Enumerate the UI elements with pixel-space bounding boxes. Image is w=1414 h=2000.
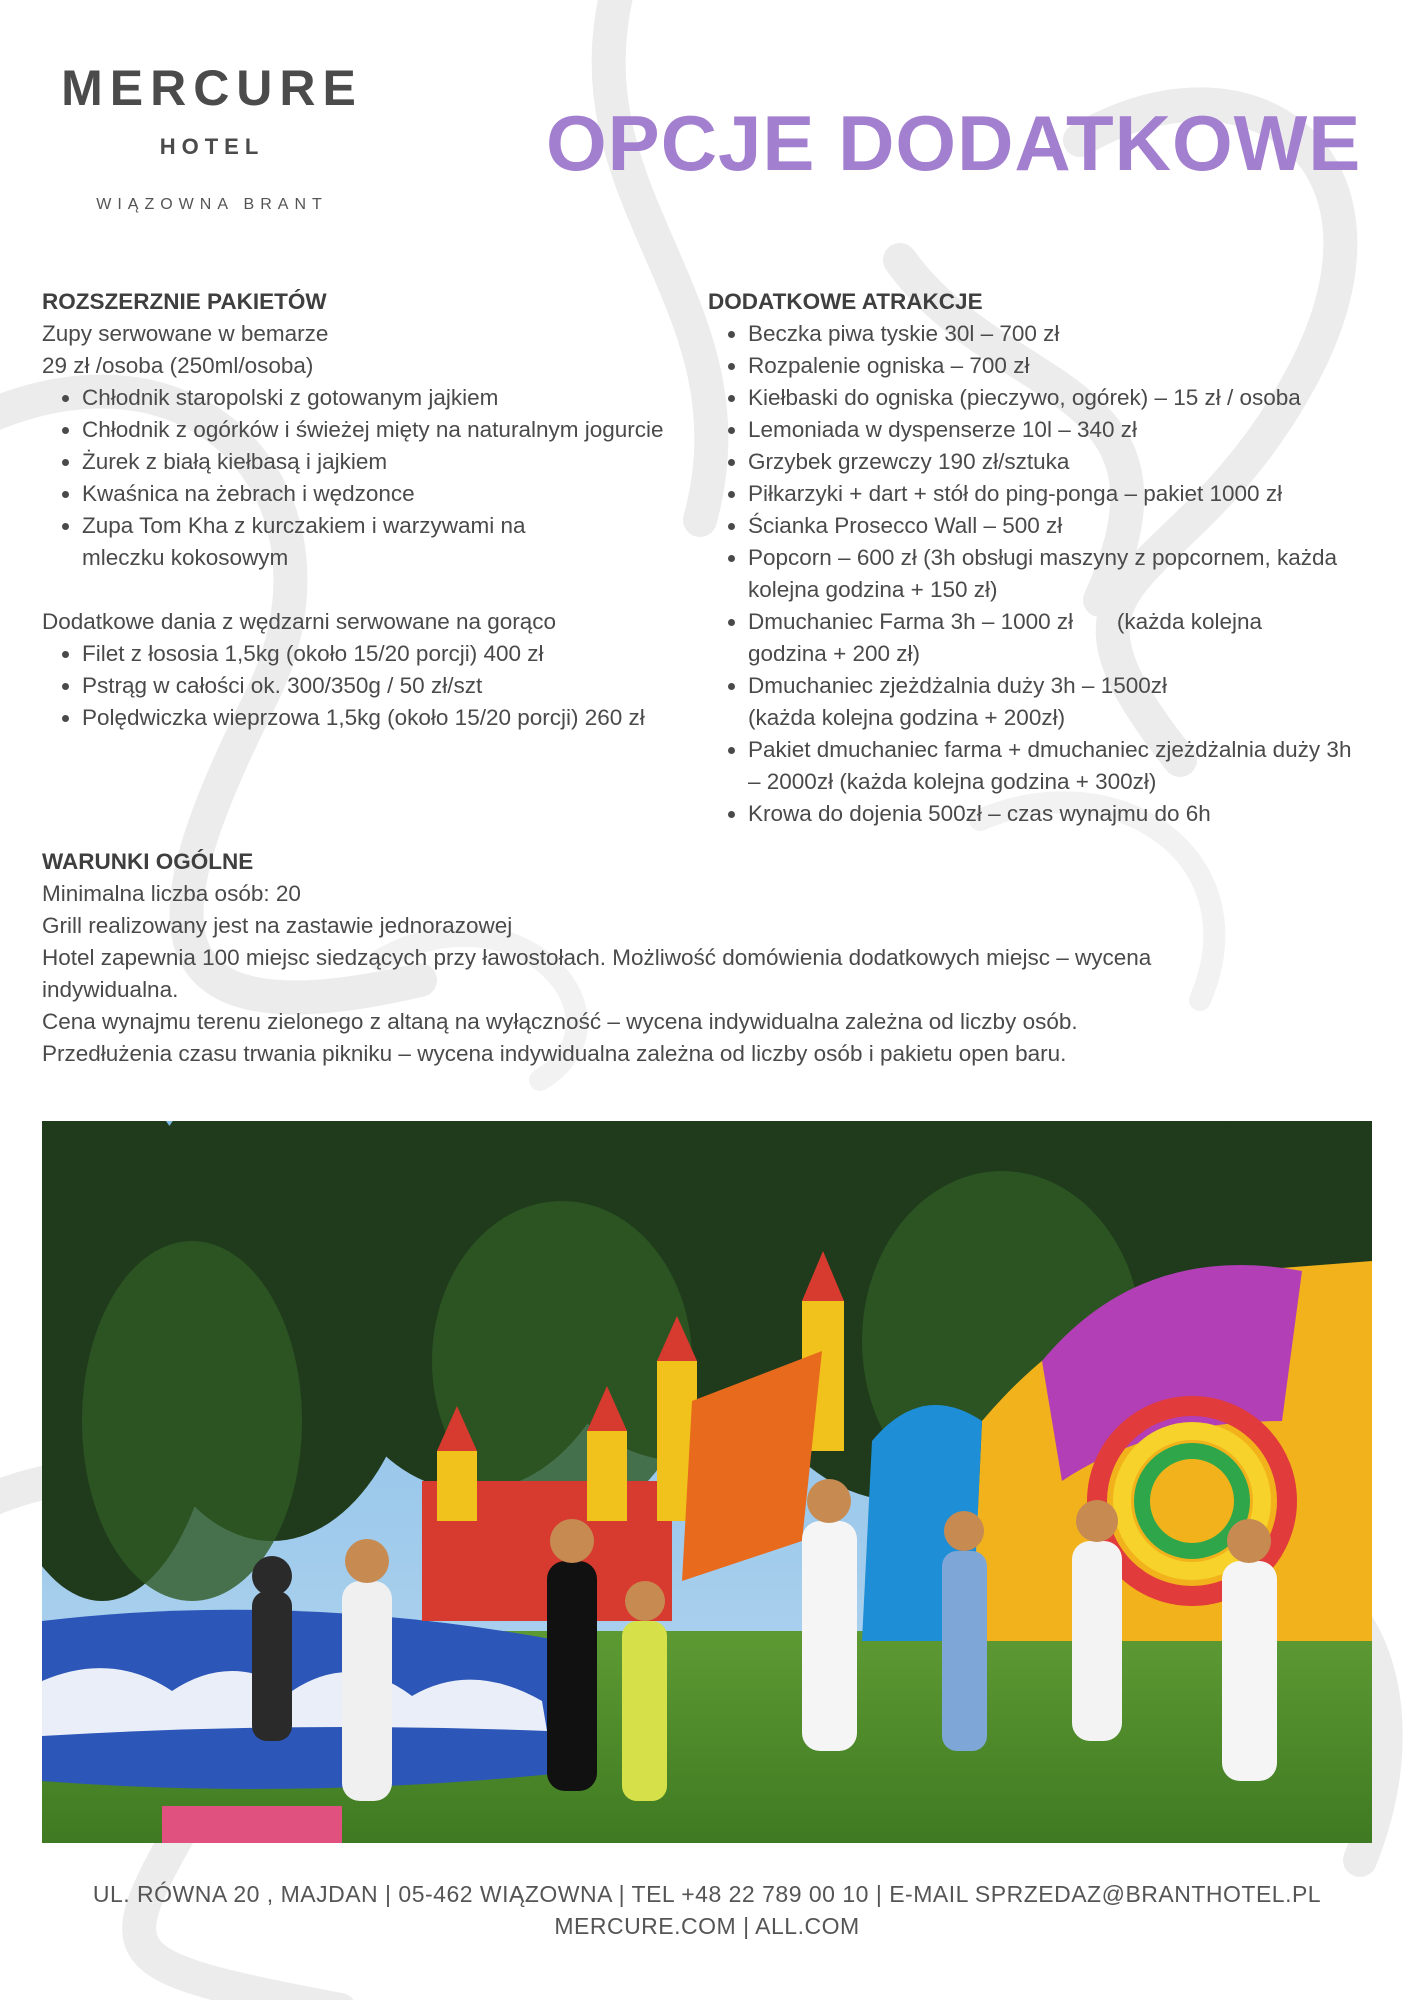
- list-item: • Chłodnik staropolski z gotowanym jajkiem: [82, 382, 692, 414]
- list-item: • Grzybek grzewczy 190 zł/sztuka: [748, 446, 1388, 478]
- list-item: • Piłkarzyki + dart + stół do ping-ponga – pakiet 1000 zł: [748, 478, 1388, 510]
- condition-line: Hotel zapewnia 100 miejsc siedzących przy ławostołach. Możliwość domówienia dodatkowych miejsc – wycena indywidualna.: [42, 945, 1152, 1002]
- condition-line: Przedłużenia czasu trwania pikniku – wycena indywidualna zależna od liczby osób i pakietu open baru.: [42, 1041, 1067, 1066]
- list-item: • Pstrąg w całości ok. 300/350g / 50 zł/szt: [82, 670, 692, 702]
- list-item: • Krowa do dojenia 500zł – czas wynajmu do 6h: [748, 798, 1388, 830]
- list-item: • Dmuchaniec zjeżdżalnia duży 3h – 1500zł (każda kolejna godzina + 200zł): [748, 670, 1388, 734]
- general-conditions-section: [42, 846, 1372, 1070]
- footer-address: UL. RÓWNA 20 , MAJDAN | 05-462 WIĄZOWNA | TEL +48 22 789 00 10 | E-MAIL SPRZEDAZ@BRANTHOTEL.PL: [92, 1881, 1322, 1907]
- smoked-dishes-list: [42, 638, 692, 734]
- package-extensions-section: [42, 286, 692, 734]
- list-item: • Beczka piwa tyskie 30l – 700 zł: [748, 318, 1388, 350]
- logo-brand: MERCURE: [61, 60, 363, 116]
- event-photo: [42, 1121, 1372, 1843]
- section-heading: ROZSZERZNIE PAKIETÓW: [42, 289, 327, 314]
- smoked-dishes-intro: Dodatkowe dania z wędzarni serwowane na gorąco: [42, 609, 557, 634]
- hotel-logo: [42, 58, 382, 214]
- attractions-list: [708, 318, 1388, 830]
- list-item: • Polędwiczka wieprzowa 1,5kg (około 15/20 porcji) 260 zł: [82, 702, 692, 734]
- soups-intro: Zupy serwowane w bemarze: [42, 321, 329, 346]
- list-item: • Zupa Tom Kha z kurczakiem i warzywami na mleczku kokosowym: [82, 510, 692, 574]
- list-item: • Pakiet dmuchaniec farma + dmuchaniec zjeżdżalnia duży 3h – 2000zł (każda kolejna godzina + 300zł): [748, 734, 1388, 798]
- list-item: • Kwaśnica na żebrach i wędzonce: [82, 478, 692, 510]
- footer-websites: MERCURE.COM | ALL.COM: [554, 1913, 860, 1939]
- condition-line: Grill realizowany jest na zastawie jednorazowej: [42, 913, 513, 938]
- contact-footer: [0, 1878, 1414, 1942]
- soups-list: [42, 382, 692, 574]
- list-item: • Kiełbaski do ogniska (pieczywo, ogórek) – 15 zł / osoba: [748, 382, 1388, 414]
- condition-line: Minimalna liczba osób: 20: [42, 881, 301, 906]
- section-heading: DODATKOWE ATRAKCJE: [708, 289, 983, 314]
- list-item: • Rozpalenie ogniska – 700 zł: [748, 350, 1388, 382]
- list-item: • Chłodnik z ogórków i świeżej mięty na naturalnym jogurcie: [82, 414, 692, 446]
- list-item: • Ścianka Prosecco Wall – 500 zł: [748, 510, 1388, 542]
- page-title: OPCJE DODATKOWE: [546, 99, 1362, 187]
- condition-line: Cena wynajmu terenu zielonego z altaną na wyłączność – wycena indywidualna zależna od liczby osób.: [42, 1009, 1078, 1034]
- list-item: • Lemoniada w dyspenserze 10l – 340 zł: [748, 414, 1388, 446]
- attractions-section: [708, 286, 1388, 830]
- logo-subtitle: HOTEL: [159, 134, 265, 159]
- section-heading: WARUNKI OGÓLNE: [42, 849, 254, 874]
- list-item: • Popcorn – 600 zł (3h obsługi maszyny z popcornem, każda kolejna godzina + 150 zł): [748, 542, 1388, 606]
- soups-price: 29 zł /osoba (250ml/osoba): [42, 353, 314, 378]
- list-item: • Filet z łososia 1,5kg (około 15/20 porcji) 400 zł: [82, 638, 692, 670]
- list-item: • Dmuchaniec Farma 3h – 1000 zł (każda kolejna godzina + 200 zł): [748, 606, 1388, 670]
- list-item: • Żurek z białą kiełbasą i jajkiem: [82, 446, 692, 478]
- logo-location: WIĄZOWNA BRANT: [96, 196, 328, 213]
